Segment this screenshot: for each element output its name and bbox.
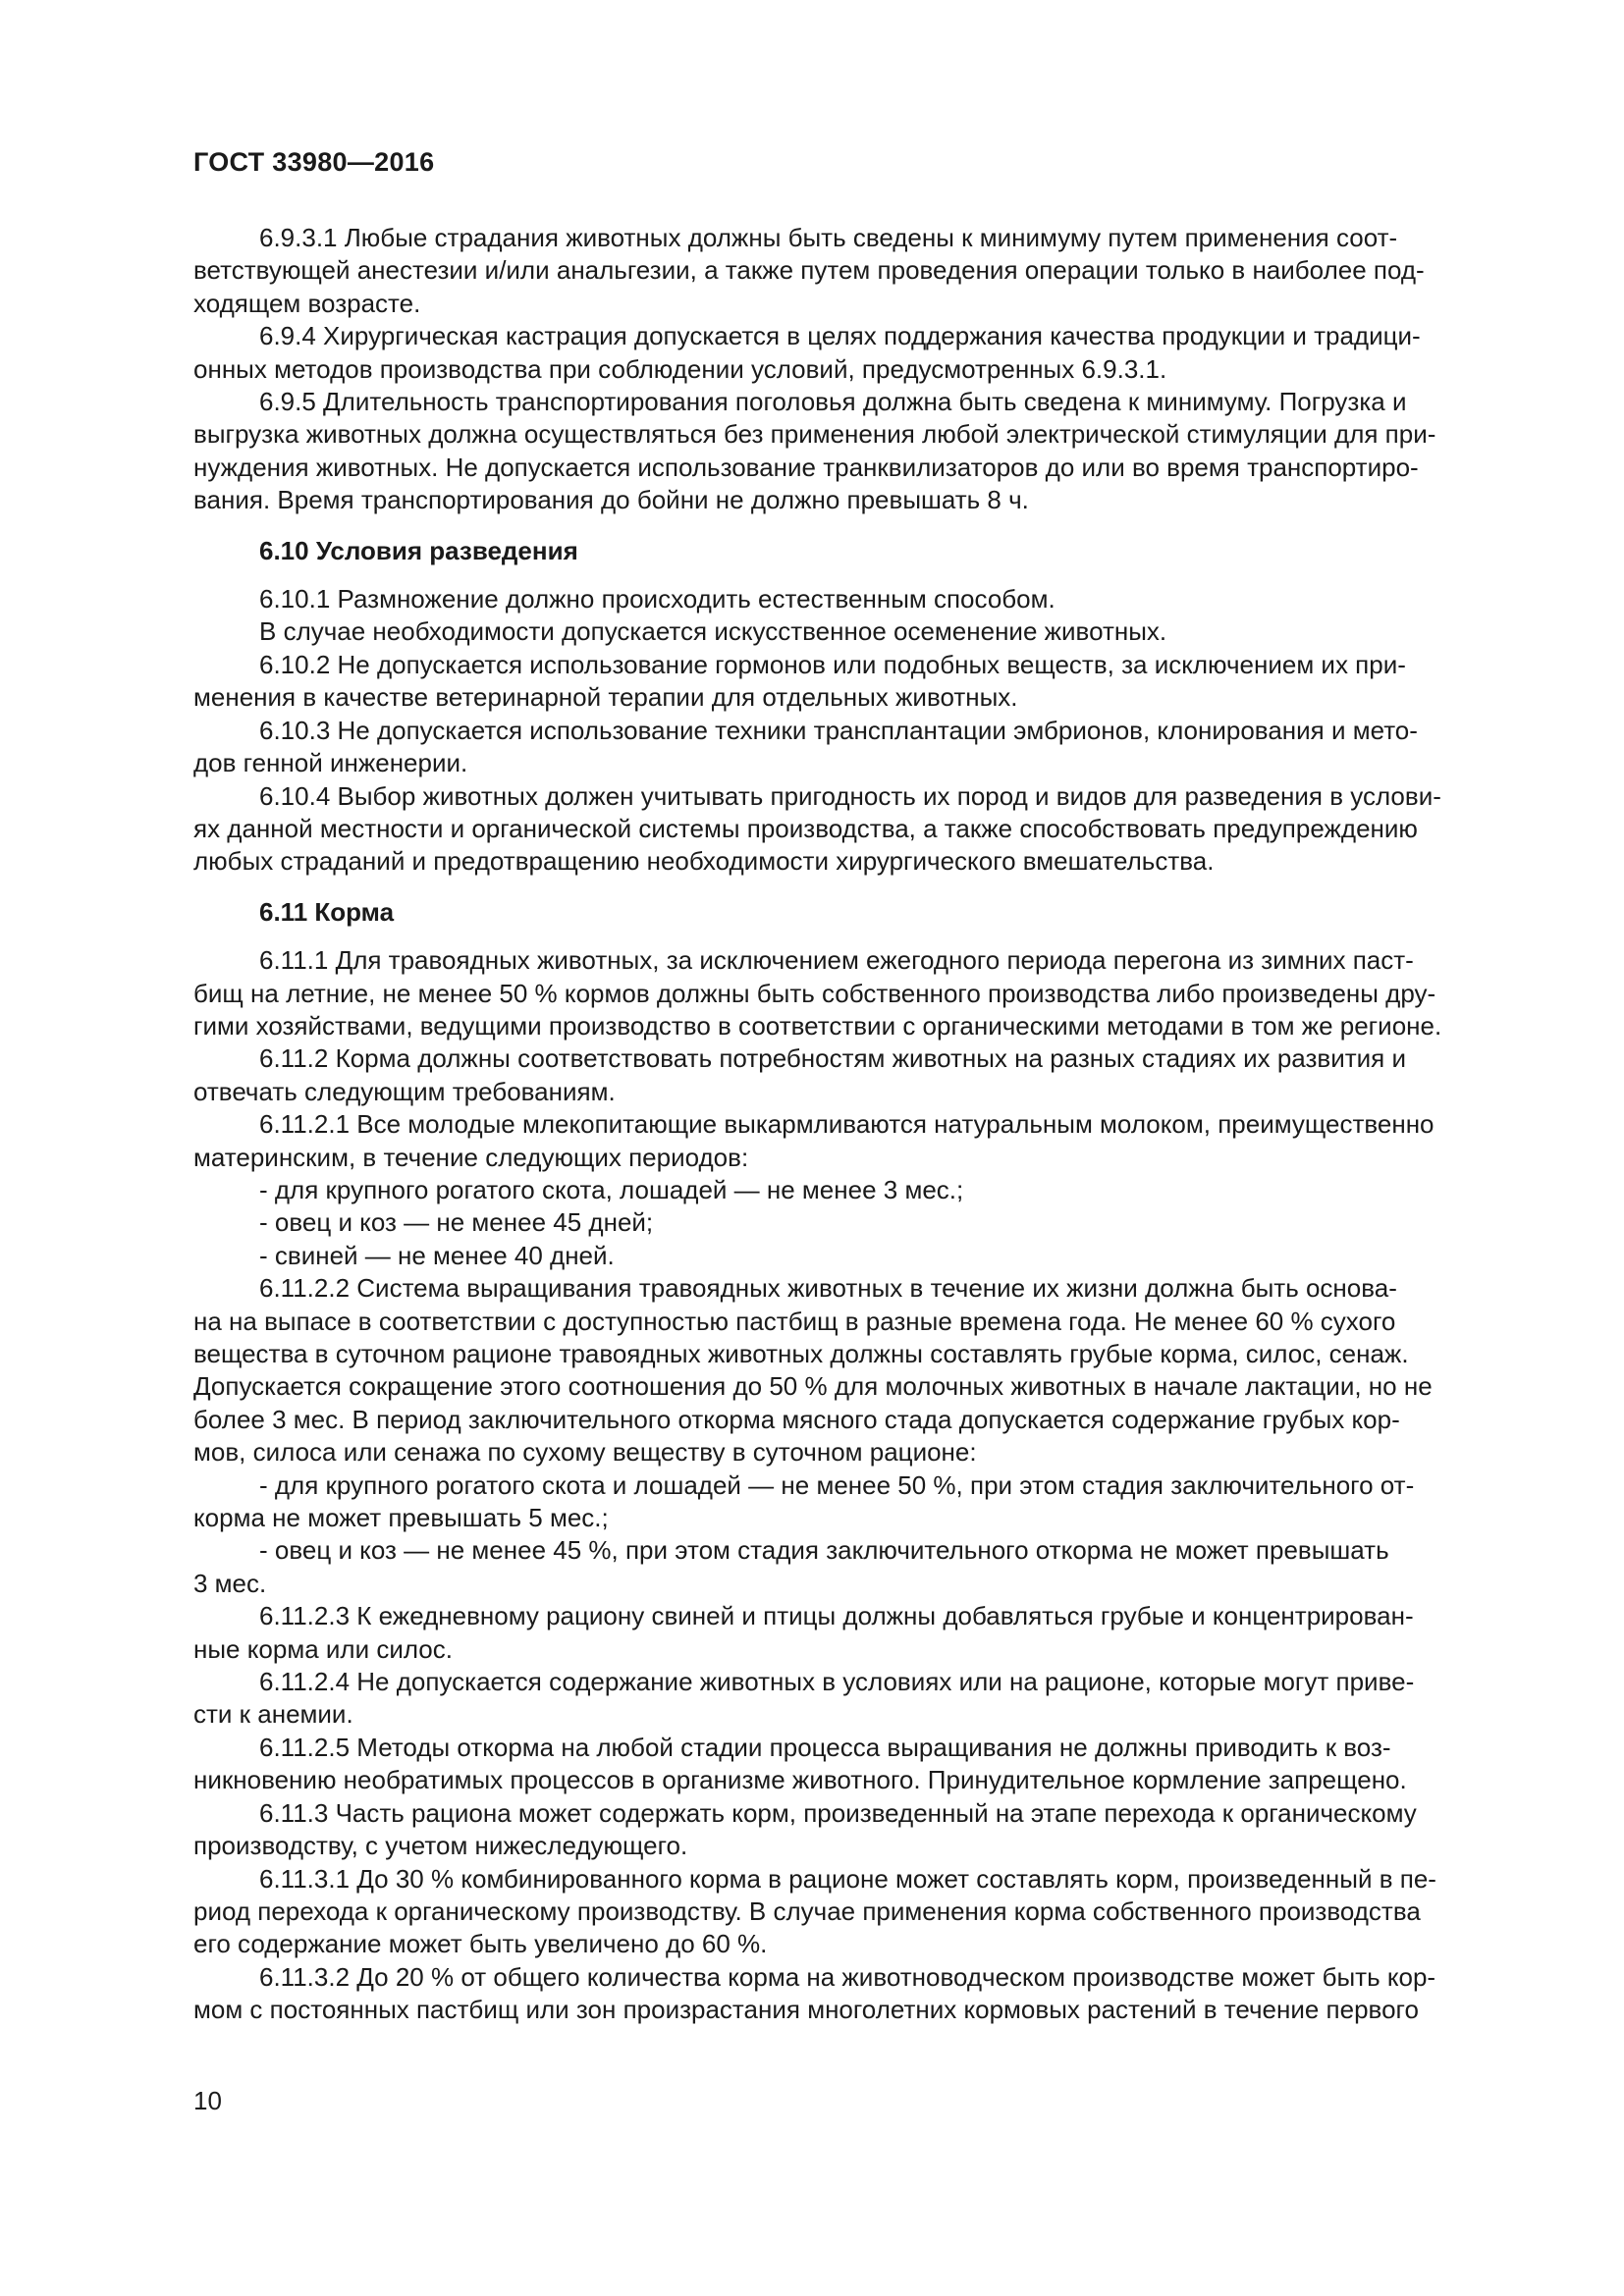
text-line: ходящем возрасте. bbox=[193, 288, 421, 318]
text-line: отвечать следующим требованиям. bbox=[193, 1076, 616, 1106]
text-line: нуждения животных. Не допускается использование транквилизаторов до или во время транспортиро- bbox=[193, 452, 1419, 482]
text-line: его содержание может быть увеличено до 60 %. bbox=[193, 1929, 768, 1959]
text-line: производству, с учетом нижеследующего. bbox=[193, 1831, 688, 1861]
text-line: 6.10.4 Выбор животных должен учитывать пригодность их пород и видов для разведения в услови- bbox=[259, 780, 1441, 811]
text-line: 6.11.3.2 До 20 % от общего количества корма на животноводческом производстве может быть кор- bbox=[259, 1961, 1436, 1992]
text-line: материнским, в течение следующих периодов: bbox=[193, 1142, 749, 1172]
text-line: 6.10.2 Не допускается использование гормонов или подобных веществ, за исключением их при- bbox=[259, 649, 1406, 679]
text-line: никновению необратимых процессов в организме животного. Принудительное кормление запрещено. bbox=[193, 1765, 1407, 1795]
text-line: 6.11.3 Часть рациона может содержать корм, произведенный на этапе перехода к органическому bbox=[259, 1797, 1417, 1828]
text-line: мов, силоса или сенажа по сухому веществу в суточном рационе: bbox=[193, 1437, 977, 1468]
text-line: В случае необходимости допускается искусственное осеменение животных. bbox=[259, 616, 1167, 647]
list-item: - свиней — не менее 40 дней. bbox=[259, 1240, 615, 1270]
text-line: 6.11.2.3 К ежедневному рациону свиней и птицы должны добавляться грубые и концентрирован- bbox=[259, 1601, 1414, 1631]
text-line: 6.11.2.5 Методы откорма на любой стадии процесса выращивания не должны приводить к воз- bbox=[259, 1732, 1391, 1762]
text-line: 6.11.2.2 Система выращивания травоядных животных в течение их жизни должна быть основа- bbox=[259, 1273, 1397, 1304]
text-line: ветствующей анестезии и/или анальгезии, а также путем проведения операции только в наиболее под- bbox=[193, 255, 1425, 286]
text-line: на на выпасе в соответствии с доступностью пастбищ в разные времена года. Не менее 60 % сухого bbox=[193, 1306, 1396, 1336]
text-line: сти к анемии. bbox=[193, 1699, 353, 1730]
text-line: ях данной местности и органической системы производства, а также способствовать предупреждению bbox=[193, 813, 1418, 843]
text-line: менения в качестве ветеринарной терапии для отдельных животных. bbox=[193, 682, 1018, 713]
text-line: онных методов производства при соблюдении условий, предусмотренных 6.9.3.1. bbox=[193, 353, 1167, 384]
text-line: выгрузка животных должна осуществляться без применения любой электрической стимуляции для при- bbox=[193, 419, 1436, 450]
text-line: 3 мес. bbox=[193, 1568, 267, 1598]
document-body bbox=[193, 222, 1511, 2027]
document-header: ГОСТ 33980—2016 bbox=[193, 147, 435, 177]
text-line: 6.9.3.1 Любые страдания животных должны быть сведены к минимуму путем применения соот- bbox=[259, 223, 1398, 252]
text-line: 6.11.2.4 Не допускается содержание животных в условиях или на рационе, которые могут приве- bbox=[259, 1667, 1415, 1697]
text-line: 6.11.1 Для травоядных животных, за исключением ежегодного периода перегона из зимних паст- bbox=[259, 945, 1414, 976]
list-item: - овец и коз — не менее 45 %, при этом стадия заключительного откорма не может превышать bbox=[259, 1535, 1389, 1566]
text-line: корма не может превышать 5 мес.; bbox=[193, 1503, 609, 1533]
text-line: 6.11.2.1 Все молодые млекопитающие выкармливаются натуральным молоком, преимущественно bbox=[259, 1109, 1435, 1140]
text-line: любых страданий и предотвращению необходимости хирургического вмешательства. bbox=[193, 846, 1215, 877]
list-item: - для крупного рогатого скота, лошадей — не менее 3 мес.; bbox=[259, 1174, 964, 1204]
text-line: Допускается сокращение этого соотношения до 50 % для молочных животных в начале лактации, но не bbox=[193, 1371, 1433, 1402]
text-line: 6.10.1 Размножение должно происходить естественным способом. bbox=[259, 584, 1056, 614]
text-line: 6.10.3 Не допускается использование техники трансплантации эмбрионов, клонирования и мето- bbox=[259, 715, 1418, 745]
list-item: - овец и коз — не менее 45 дней; bbox=[259, 1207, 654, 1238]
text-line: ные корма или силос. bbox=[193, 1633, 453, 1664]
text-line: 6.11.3.1 До 30 % комбинированного корма в рационе может составлять корм, произведенный в пе- bbox=[259, 1863, 1436, 1894]
text-line: дов генной инженерии. bbox=[193, 748, 468, 778]
text-line: 6.11.2 Корма должны соответствовать потребностям животных на разных стадиях их развития и bbox=[259, 1043, 1406, 1074]
section-title: 6.11 Корма bbox=[259, 896, 395, 927]
text-line: бищ на летние, не менее 50 % кормов должны быть собственного производства либо произведены дру- bbox=[193, 978, 1436, 1008]
page-number: 10 bbox=[193, 2086, 222, 2115]
text-line: вещества в суточном рационе травоядных животных должны составлять грубые корма, силос, сенаж. bbox=[193, 1339, 1409, 1368]
text-line: риод перехода к органическому производству. В случае применения корма собственного производства bbox=[193, 1896, 1421, 1926]
list-item: - для крупного рогатого скота и лошадей — не менее 50 %, при этом стадия заключительного от- bbox=[259, 1469, 1415, 1500]
text-line: более 3 мес. В период заключительного откорма мясного стада допускается содержание грубых кор- bbox=[193, 1404, 1400, 1434]
text-line: 6.9.5 Длительность транспортирования поголовья должна быть сведена к минимуму. Погрузка и bbox=[259, 387, 1407, 417]
text-line: 6.9.4 Хирургическая кастрация допускается в целях поддержания качества продукции и традици- bbox=[259, 321, 1421, 351]
text-line: гими хозяйствами, ведущими производство в соответствии с органическими методами в том же регионе. bbox=[193, 1010, 1442, 1041]
text-line: вания. Время транспортирования до бойни не должно превышать 8 ч. bbox=[193, 485, 1029, 515]
text-line: мом с постоянных пастбищ или зон произрастания многолетних кормовых растений в течение первого bbox=[193, 1995, 1419, 2025]
section-title: 6.10 Условия разведения bbox=[259, 535, 578, 565]
